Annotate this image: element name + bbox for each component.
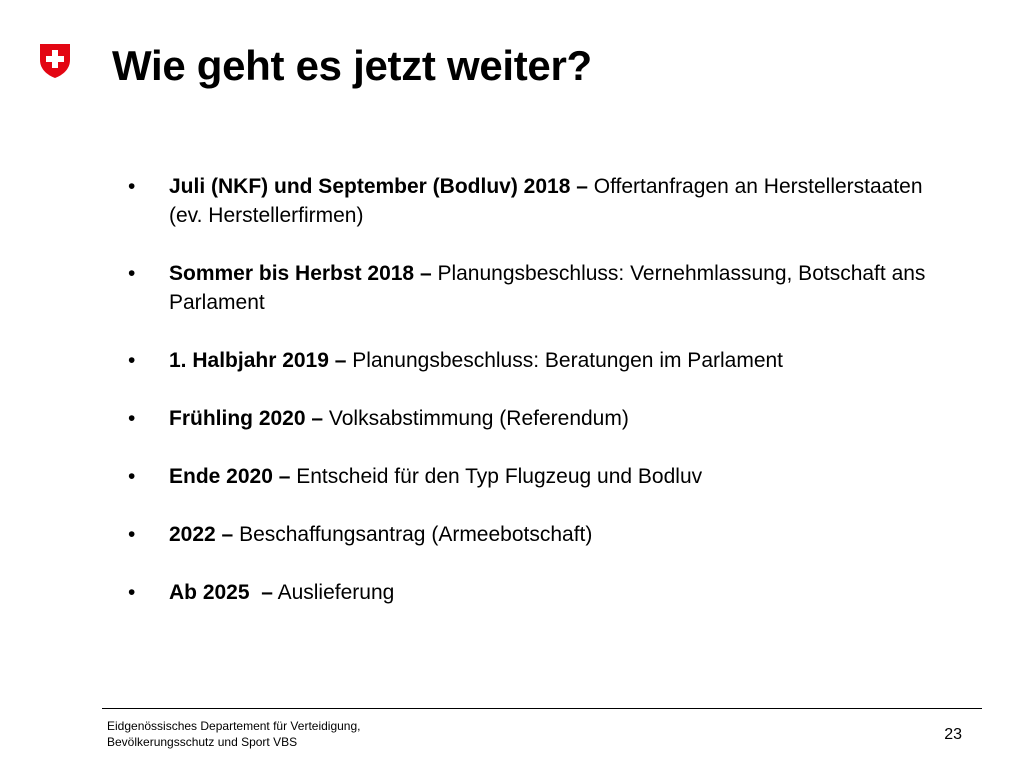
bullet-icon: •	[128, 175, 136, 198]
bullet-date: Frühling 2020 –	[169, 407, 324, 430]
bullet-date: 1. Halbjahr 2019 –	[169, 349, 347, 372]
bullet-text: Beschaffungsantrag (Armeebotschaft)	[233, 523, 593, 546]
bullet-icon: •	[128, 349, 136, 372]
bullet-text: Auslieferung	[272, 581, 395, 604]
swiss-cross-shield-icon	[39, 43, 71, 79]
bullet-date: Ab 2025 –	[169, 581, 273, 604]
bullet-text: Planungsbeschluss: Beratungen im Parlament	[346, 349, 784, 372]
bullet-icon: •	[128, 465, 136, 488]
footer-divider	[102, 708, 982, 709]
bullet-text: Entscheid für den Typ Flugzeug und Bodluv	[290, 465, 703, 488]
list-item	[128, 172, 928, 230]
list-item	[128, 578, 928, 607]
bullet-icon: •	[128, 581, 136, 604]
list-item	[128, 520, 928, 549]
list-item	[128, 259, 928, 317]
bullet-date: Sommer bis Herbst 2018 –	[169, 262, 432, 285]
list-item	[128, 462, 928, 491]
bullet-date: Ende 2020 –	[169, 465, 291, 488]
page-number: 23	[944, 726, 962, 743]
bullet-icon: •	[128, 407, 136, 430]
bullet-icon: •	[128, 523, 136, 546]
bullet-list	[128, 172, 928, 607]
footer-line: Eidgenössisches Departement für Verteidigung,	[107, 719, 361, 733]
bullet-icon: •	[128, 262, 136, 285]
footer-line: Bevölkerungsschutz und Sport VBS	[107, 735, 298, 749]
footer-department	[107, 718, 360, 750]
bullet-date: Juli (NKF) und September (Bodluv) 2018 –	[169, 175, 588, 198]
list-item	[128, 346, 928, 375]
list-item	[128, 404, 928, 433]
bullet-text: Volksabstimmung (Referendum)	[323, 407, 629, 430]
bullet-text: Offertanfragen an Herstellerstaaten (ev. Herstellerfirmen)	[169, 175, 923, 227]
bullet-text: Planungsbeschluss: Vernehmlassung, Botschaft ans Parlament	[169, 262, 926, 314]
bullet-date: 2022 –	[169, 523, 234, 546]
page-title: Wie geht es jetzt weiter?	[112, 42, 592, 89]
